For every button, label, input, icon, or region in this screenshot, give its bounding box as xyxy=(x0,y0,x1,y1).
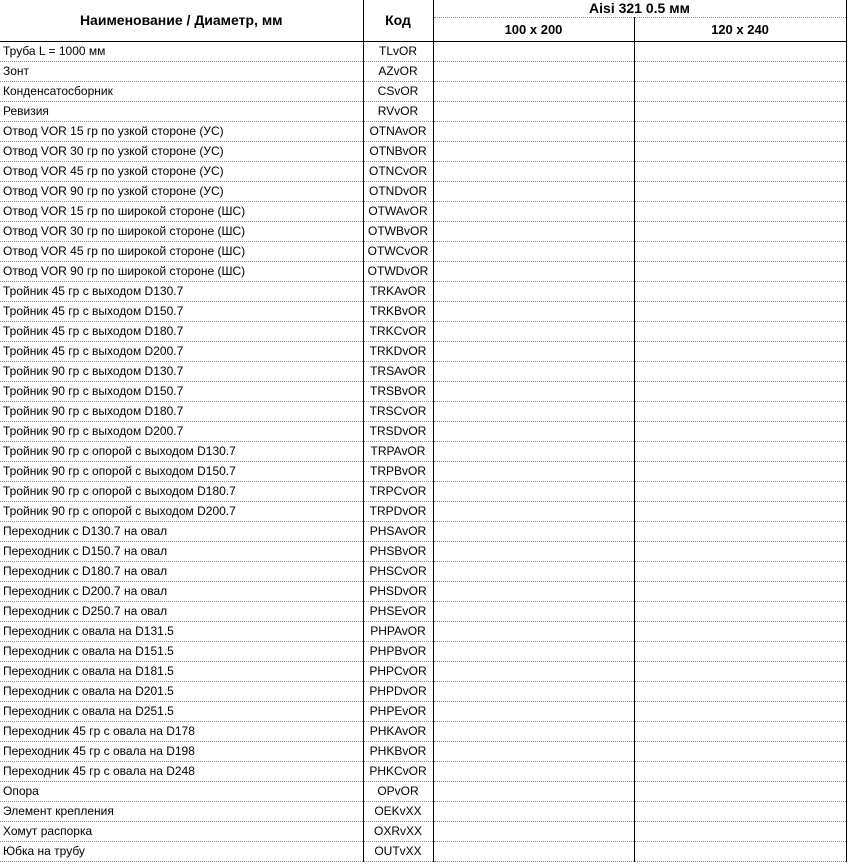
code-cell[interactable]: AZvOR xyxy=(363,62,433,82)
table-row xyxy=(0,82,846,102)
price-cell[interactable] xyxy=(433,562,634,582)
price-cell[interactable] xyxy=(433,682,634,702)
price-cell[interactable] xyxy=(634,422,846,442)
table-row xyxy=(0,242,846,262)
code-cell[interactable]: PHSEvOR xyxy=(363,602,433,622)
price-cell[interactable] xyxy=(433,282,634,302)
price-cell[interactable] xyxy=(634,302,846,322)
code-cell[interactable]: PHSBvOR xyxy=(363,542,433,562)
price-cell[interactable] xyxy=(634,842,846,862)
name-cell[interactable]: Тройник 90 гр с опорой с выходом D200.7 xyxy=(0,502,363,522)
table-row xyxy=(0,622,846,642)
code-cell[interactable]: PHSCvOR xyxy=(363,562,433,582)
table-row xyxy=(0,442,846,462)
table-row xyxy=(0,142,846,162)
price-cell[interactable] xyxy=(433,722,634,742)
name-cell[interactable]: Тройник 90 гр с выходом D180.7 xyxy=(0,402,363,422)
price-cell[interactable] xyxy=(634,762,846,782)
price-cell[interactable] xyxy=(433,822,634,842)
name-cell[interactable]: Тройник 45 гр с выходом D130.7 xyxy=(0,282,363,302)
price-cell[interactable] xyxy=(433,502,634,522)
header-name-cell[interactable]: Наименование / Диаметр, мм xyxy=(0,0,363,42)
name-cell[interactable]: Переходник с D250.7 на овал xyxy=(0,602,363,622)
name-cell[interactable]: Хомут распорка xyxy=(0,822,363,842)
name-cell[interactable]: Тройник 90 гр с выходом D130.7 xyxy=(0,362,363,382)
code-cell[interactable]: TRSCvOR xyxy=(363,402,433,422)
code-cell[interactable]: PHSAvOR xyxy=(363,522,433,542)
price-cell[interactable] xyxy=(433,542,634,562)
price-cell[interactable] xyxy=(634,442,846,462)
name-cell[interactable]: Тройник 90 гр с опорой с выходом D180.7 xyxy=(0,482,363,502)
code-cell[interactable]: PHKAvOR xyxy=(363,722,433,742)
code-cell[interactable]: PHPEvOR xyxy=(363,702,433,722)
code-cell[interactable]: PHPCvOR xyxy=(363,662,433,682)
name-cell[interactable]: Отвод VOR 45 гр по узкой стороне (УС) xyxy=(0,162,363,182)
code-cell[interactable]: OPvOR xyxy=(363,782,433,802)
price-cell[interactable] xyxy=(433,622,634,642)
price-cell[interactable] xyxy=(634,722,846,742)
price-cell[interactable] xyxy=(634,582,846,602)
name-cell[interactable]: Переходник 45 гр с овала на D198 xyxy=(0,742,363,762)
price-cell[interactable] xyxy=(433,742,634,762)
code-cell[interactable]: OEKvXX xyxy=(363,802,433,822)
price-cell[interactable] xyxy=(433,42,634,62)
code-cell[interactable]: CSvOR xyxy=(363,82,433,102)
table-row xyxy=(0,282,846,302)
code-cell[interactable]: TRPBvOR xyxy=(363,462,433,482)
name-cell[interactable]: Переходник с D150.7 на овал xyxy=(0,542,363,562)
price-cell[interactable] xyxy=(634,202,846,222)
price-cell[interactable] xyxy=(634,142,846,162)
code-cell[interactable]: PHPBvOR xyxy=(363,642,433,662)
price-cell[interactable] xyxy=(634,462,846,482)
table-row xyxy=(0,202,846,222)
code-cell[interactable]: OTWBvOR xyxy=(363,222,433,242)
price-cell[interactable] xyxy=(634,242,846,262)
name-cell[interactable]: Тройник 45 гр с выходом D200.7 xyxy=(0,342,363,362)
table-row xyxy=(0,542,846,562)
price-cell[interactable] xyxy=(634,182,846,202)
name-cell[interactable]: Переходник 45 гр с овала на D248 xyxy=(0,762,363,782)
code-cell[interactable]: OTWDvOR xyxy=(363,262,433,282)
code-cell[interactable]: TRKBvOR xyxy=(363,302,433,322)
price-cell[interactable] xyxy=(634,222,846,242)
price-cell[interactable] xyxy=(634,82,846,102)
code-cell[interactable]: PHSDvOR xyxy=(363,582,433,602)
code-cell[interactable]: TRKAvOR xyxy=(363,282,433,302)
table-row xyxy=(0,162,846,182)
price-cell[interactable] xyxy=(433,602,634,622)
price-cell[interactable] xyxy=(433,442,634,462)
code-cell[interactable]: PHPDvOR xyxy=(363,682,433,702)
price-cell[interactable] xyxy=(433,62,634,82)
table-row xyxy=(0,662,846,682)
code-cell[interactable]: TRPDvOR xyxy=(363,502,433,522)
price-cell[interactable] xyxy=(634,102,846,122)
price-cell[interactable] xyxy=(634,402,846,422)
table-row xyxy=(0,742,846,762)
price-cell[interactable] xyxy=(433,802,634,822)
table-row xyxy=(0,62,846,82)
table-row xyxy=(0,102,846,122)
name-cell[interactable]: Отвод VOR 30 гр по узкой стороне (УС) xyxy=(0,142,363,162)
name-cell[interactable]: Переходник 45 гр с овала на D178 xyxy=(0,722,363,742)
price-cell[interactable] xyxy=(433,842,634,862)
name-cell[interactable]: Переходник с D130.7 на овал xyxy=(0,522,363,542)
price-cell[interactable] xyxy=(433,382,634,402)
price-cell[interactable] xyxy=(433,762,634,782)
name-cell[interactable]: Ревизия xyxy=(0,102,363,122)
table-row xyxy=(0,502,846,522)
name-cell[interactable]: Переходник с овала на D181.5 xyxy=(0,662,363,682)
price-cell[interactable] xyxy=(634,662,846,682)
price-cell[interactable] xyxy=(433,782,634,802)
table-row xyxy=(0,342,846,362)
name-cell[interactable]: Зонт xyxy=(0,62,363,82)
name-cell[interactable]: Тройник 45 гр с выходом D150.7 xyxy=(0,302,363,322)
header-size-cell[interactable]: 100 х 200 xyxy=(433,18,634,42)
name-cell[interactable]: Отвод VOR 90 гр по широкой стороне (ШС) xyxy=(0,262,363,282)
price-cell[interactable] xyxy=(433,122,634,142)
table-row xyxy=(0,262,846,282)
name-cell[interactable]: Юбка на трубу xyxy=(0,842,363,862)
name-cell[interactable]: Отвод VOR 15 гр по широкой стороне (ШС) xyxy=(0,202,363,222)
price-cell[interactable] xyxy=(634,802,846,822)
price-cell[interactable] xyxy=(634,162,846,182)
price-cell[interactable] xyxy=(433,362,634,382)
header-code-cell[interactable]: Код xyxy=(363,0,433,42)
name-cell[interactable]: Тройник 90 гр с опорой с выходом D130.7 xyxy=(0,442,363,462)
price-cell[interactable] xyxy=(433,662,634,682)
price-cell[interactable] xyxy=(433,82,634,102)
price-cell[interactable] xyxy=(433,242,634,262)
name-cell[interactable]: Переходник с D180.7 на овал xyxy=(0,562,363,582)
table-row xyxy=(0,382,846,402)
price-cell[interactable] xyxy=(433,522,634,542)
table-row xyxy=(0,782,846,802)
price-cell[interactable] xyxy=(433,262,634,282)
price-cell[interactable] xyxy=(634,262,846,282)
price-cell[interactable] xyxy=(433,202,634,222)
table-row xyxy=(0,302,846,322)
price-cell[interactable] xyxy=(433,482,634,502)
code-cell[interactable]: PHKCvOR xyxy=(363,762,433,782)
price-cell[interactable] xyxy=(634,642,846,662)
code-cell[interactable]: PHPAvOR xyxy=(363,622,433,642)
code-cell[interactable]: TRPAvOR xyxy=(363,442,433,462)
code-cell[interactable]: OTNAvOR xyxy=(363,122,433,142)
price-cell[interactable] xyxy=(634,782,846,802)
code-cell[interactable]: TRSAvOR xyxy=(363,362,433,382)
code-cell[interactable]: TRKDvOR xyxy=(363,342,433,362)
price-cell[interactable] xyxy=(634,702,846,722)
price-cell[interactable] xyxy=(433,462,634,482)
name-cell[interactable]: Труба L = 1000 мм xyxy=(0,42,363,62)
table-row xyxy=(0,562,846,582)
table-row xyxy=(0,642,846,662)
code-cell[interactable]: OUTvXX xyxy=(363,842,433,862)
price-cell[interactable] xyxy=(433,422,634,442)
price-cell[interactable] xyxy=(634,682,846,702)
price-cell[interactable] xyxy=(634,622,846,642)
table-row xyxy=(0,402,846,422)
table-row xyxy=(0,462,846,482)
name-cell[interactable]: Переходник с овала на D131.5 xyxy=(0,622,363,642)
table-row xyxy=(0,762,846,782)
price-cell[interactable] xyxy=(634,822,846,842)
table-row xyxy=(0,522,846,542)
code-cell[interactable]: TRPCvOR xyxy=(363,482,433,502)
price-cell[interactable] xyxy=(634,742,846,762)
price-cell[interactable] xyxy=(634,122,846,142)
name-cell[interactable]: Переходник с овала на D151.5 xyxy=(0,642,363,662)
table-row xyxy=(0,582,846,602)
price-cell[interactable] xyxy=(634,42,846,62)
code-cell[interactable]: TRSBvOR xyxy=(363,382,433,402)
code-cell[interactable]: OTNCvOR xyxy=(363,162,433,182)
name-cell[interactable]: Опора xyxy=(0,782,363,802)
price-cell[interactable] xyxy=(634,562,846,582)
price-cell[interactable] xyxy=(634,502,846,522)
table-row xyxy=(0,422,846,442)
code-cell[interactable]: OTWCvOR xyxy=(363,242,433,262)
price-cell[interactable] xyxy=(433,322,634,342)
table-row xyxy=(0,482,846,502)
price-cell[interactable] xyxy=(433,402,634,422)
name-cell[interactable]: Тройник 90 гр с выходом D200.7 xyxy=(0,422,363,442)
price-cell[interactable] xyxy=(634,382,846,402)
price-cell[interactable] xyxy=(433,342,634,362)
table-row xyxy=(0,722,846,742)
price-cell[interactable] xyxy=(634,602,846,622)
code-cell[interactable]: RVvOR xyxy=(363,102,433,122)
name-cell[interactable]: Отвод VOR 45 гр по широкой стороне (ШС) xyxy=(0,242,363,262)
table-row xyxy=(0,842,846,862)
name-cell[interactable]: Тройник 90 гр с опорой с выходом D150.7 xyxy=(0,462,363,482)
name-cell[interactable]: Переходник с овала на D251.5 xyxy=(0,702,363,722)
name-cell[interactable]: Переходник с овала на D201.5 xyxy=(0,682,363,702)
price-cell[interactable] xyxy=(634,522,846,542)
code-cell[interactable]: OTNBvOR xyxy=(363,142,433,162)
price-cell[interactable] xyxy=(433,642,634,662)
name-cell[interactable]: Переходник с D200.7 на овал xyxy=(0,582,363,602)
header-size-cell[interactable]: 120 х 240 xyxy=(634,18,846,42)
price-cell[interactable] xyxy=(433,182,634,202)
code-cell[interactable]: OTWAvOR xyxy=(363,202,433,222)
table-row xyxy=(0,222,846,242)
table-row xyxy=(0,802,846,822)
price-cell[interactable] xyxy=(634,62,846,82)
name-cell[interactable]: Тройник 45 гр с выходом D180.7 xyxy=(0,322,363,342)
table-row xyxy=(0,122,846,142)
price-cell[interactable] xyxy=(634,542,846,562)
price-cell[interactable] xyxy=(433,142,634,162)
table-row xyxy=(0,682,846,702)
price-cell[interactable] xyxy=(433,222,634,242)
table-row xyxy=(0,602,846,622)
name-cell[interactable]: Элемент крепления xyxy=(0,802,363,822)
price-cell[interactable] xyxy=(634,482,846,502)
price-cell[interactable] xyxy=(433,102,634,122)
code-cell[interactable]: TRSDvOR xyxy=(363,422,433,442)
header-group-cell[interactable]: Aisi 321 0.5 мм xyxy=(433,0,846,18)
price-cell[interactable] xyxy=(634,282,846,302)
price-cell[interactable] xyxy=(634,322,846,342)
price-cell[interactable] xyxy=(433,162,634,182)
code-cell[interactable]: TLvOR xyxy=(363,42,433,62)
price-cell[interactable] xyxy=(634,342,846,362)
table-row xyxy=(0,822,846,842)
name-cell[interactable]: Отвод VOR 30 гр по широкой стороне (ШС) xyxy=(0,222,363,242)
table-row xyxy=(0,362,846,382)
code-cell[interactable]: PHKBvOR xyxy=(363,742,433,762)
name-cell[interactable]: Отвод VOR 15 гр по узкой стороне (УС) xyxy=(0,122,363,142)
code-cell[interactable]: OTNDvOR xyxy=(363,182,433,202)
code-cell[interactable]: TRKCvOR xyxy=(363,322,433,342)
price-cell[interactable] xyxy=(634,362,846,382)
price-cell[interactable] xyxy=(433,702,634,722)
table-row xyxy=(0,702,846,722)
name-cell[interactable]: Тройник 90 гр с выходом D150.7 xyxy=(0,382,363,402)
name-cell[interactable]: Отвод VOR 90 гр по узкой стороне (УС) xyxy=(0,182,363,202)
code-cell[interactable]: OXRvXX xyxy=(363,822,433,842)
table-row xyxy=(0,322,846,342)
price-cell[interactable] xyxy=(433,302,634,322)
name-cell[interactable]: Конденсатосборник xyxy=(0,82,363,102)
table-row xyxy=(0,42,846,62)
price-cell[interactable] xyxy=(433,582,634,602)
table-row xyxy=(0,182,846,202)
